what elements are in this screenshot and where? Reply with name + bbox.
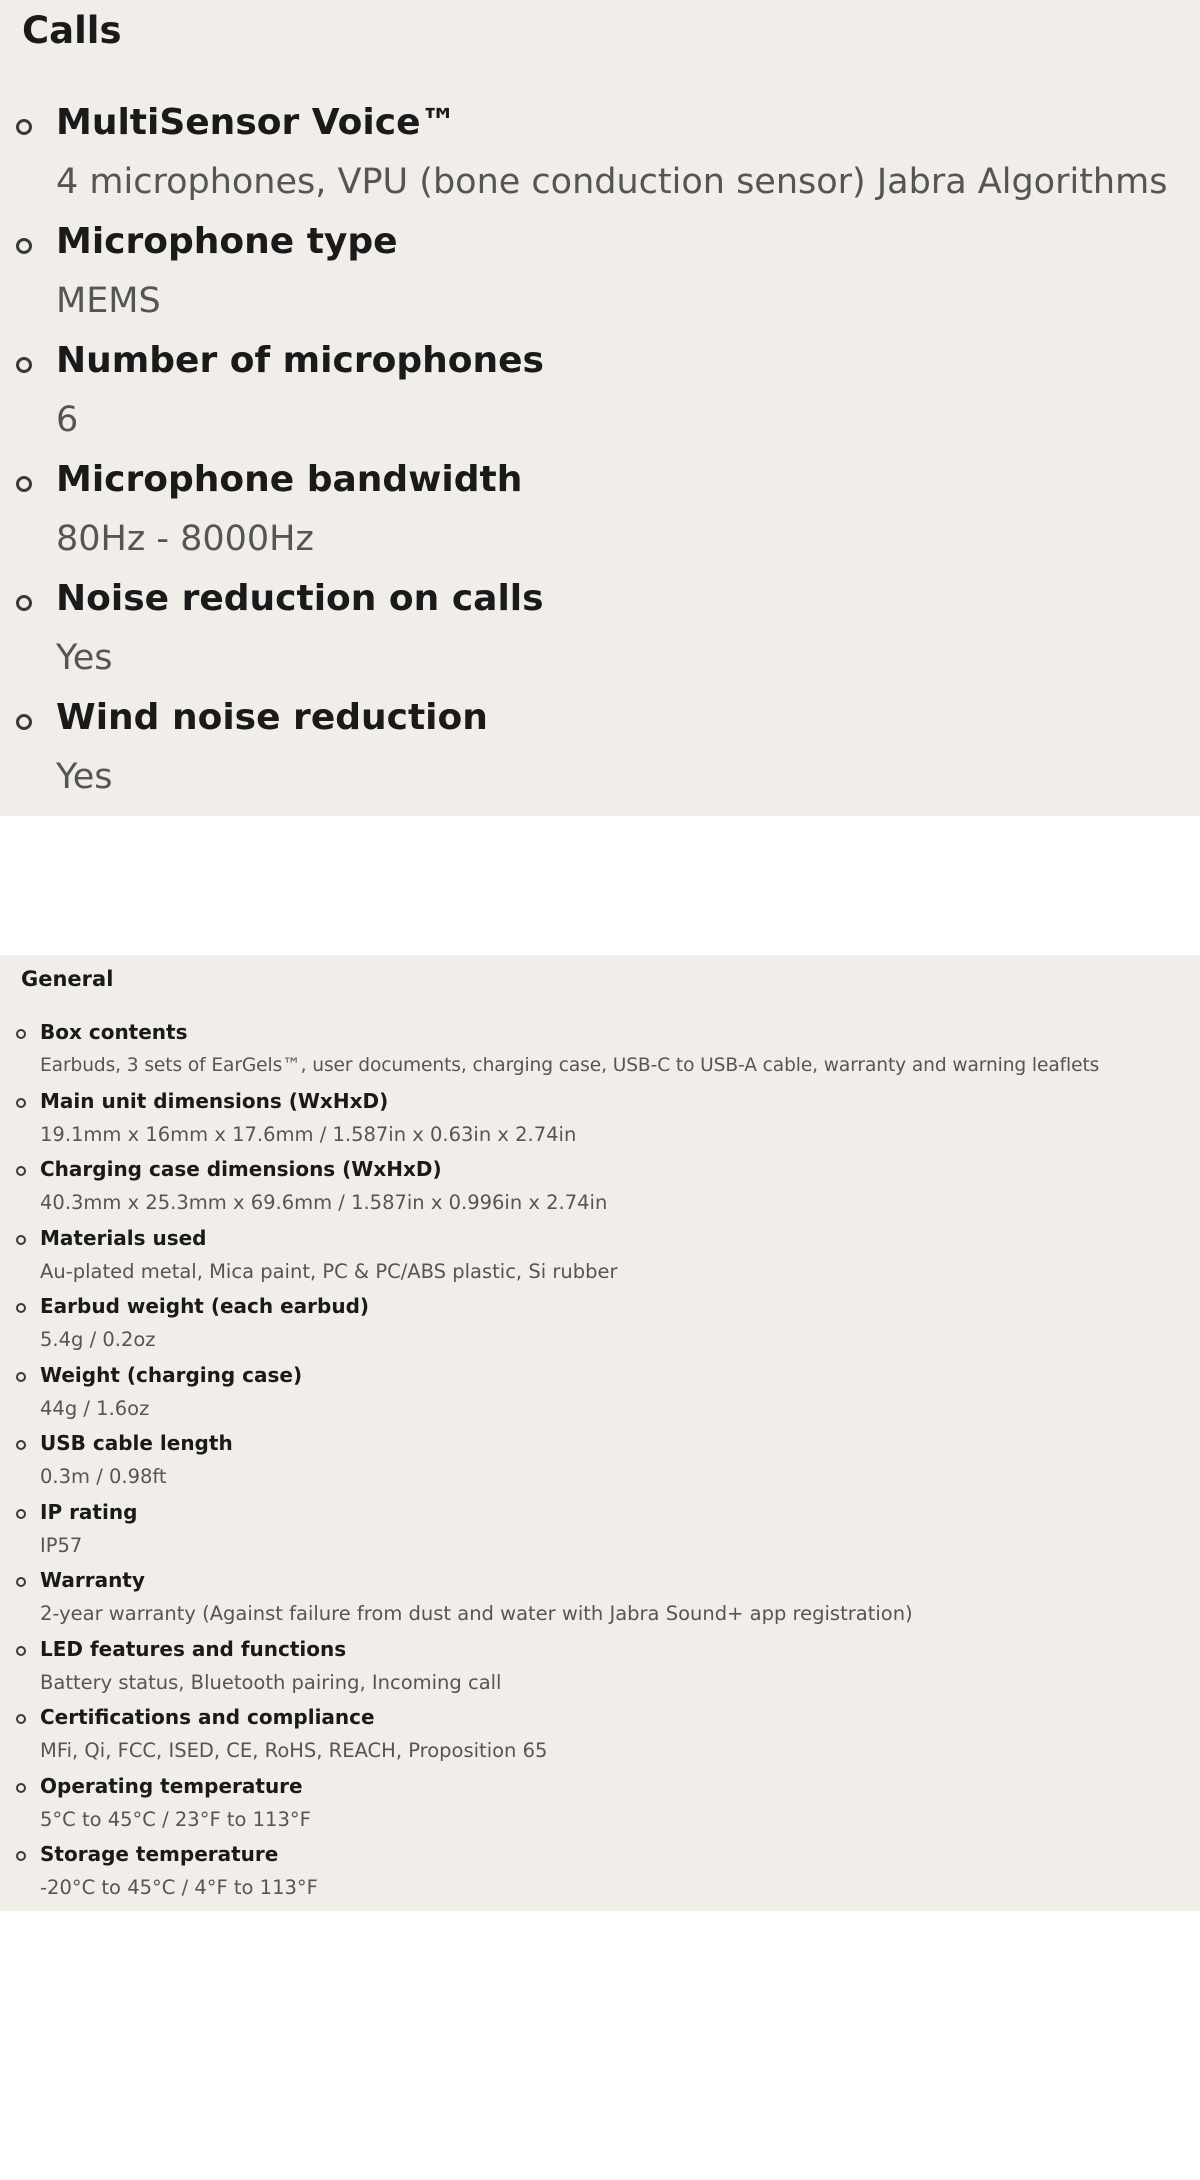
- spec-item: [0, 334, 1200, 453]
- spec-item: [0, 1225, 1200, 1294]
- calls-spec-list: [0, 96, 1200, 810]
- spec-item: [0, 1430, 1200, 1499]
- spec-item: [0, 453, 1200, 572]
- calls-spec-section: [0, 0, 1200, 816]
- spec-item: [0, 1773, 1200, 1842]
- spec-item: [0, 1704, 1200, 1773]
- bullet-circle-icon: [16, 1714, 26, 1724]
- bullet-circle-icon: [16, 1440, 26, 1450]
- bullet-circle-icon: [16, 595, 32, 611]
- bullet-circle-icon: [16, 1303, 26, 1313]
- spec-label: Noise reduction on calls: [56, 578, 544, 619]
- spec-label: Microphone type: [56, 221, 398, 262]
- bullet-circle-icon: [16, 1509, 26, 1519]
- spec-value: 5.4g / 0.2oz: [40, 1328, 156, 1351]
- bullet-circle-icon: [16, 357, 32, 373]
- spec-value: 40.3mm x 25.3mm x 69.6mm / 1.587in x 0.996in x 2.74in: [40, 1191, 608, 1214]
- spec-value: IP57: [40, 1533, 83, 1557]
- spec-label: Certifications and compliance: [40, 1705, 375, 1729]
- spec-item: [0, 1499, 1200, 1568]
- spec-item: [0, 1156, 1200, 1225]
- bullet-circle-icon: [16, 1166, 26, 1176]
- general-section-title: General: [21, 967, 114, 991]
- bullet-circle-icon: [16, 1783, 26, 1793]
- bullet-circle-icon: [16, 1235, 26, 1245]
- spec-label: Charging case dimensions (WxHxD): [40, 1157, 442, 1181]
- spec-label: Main unit dimensions (WxHxD): [40, 1088, 389, 1113]
- calls-section-title: Calls: [22, 9, 122, 52]
- bullet-circle-icon: [16, 1646, 26, 1656]
- spec-label: Wind noise reduction: [56, 697, 488, 738]
- spec-value: Battery status, Bluetooth pairing, Incoming call: [40, 1670, 502, 1694]
- bullet-circle-icon: [16, 1851, 26, 1861]
- bullet-circle-icon: [16, 1577, 26, 1587]
- spec-label: Box contents: [40, 1020, 188, 1044]
- spec-item: [0, 1088, 1200, 1157]
- spec-value: Earbuds, 3 sets of EarGels™, user documents, charging case, USB-C to USB-A cable, warranty and warning leaflets: [40, 1055, 1100, 1076]
- spec-label: Warranty: [40, 1568, 145, 1592]
- bullet-circle-icon: [16, 714, 32, 730]
- spec-label: Storage temperature: [40, 1842, 279, 1866]
- spec-item: [0, 215, 1200, 334]
- spec-label: Operating temperature: [40, 1773, 303, 1798]
- spec-label: Materials used: [40, 1225, 207, 1250]
- spec-label: Earbud weight (each earbud): [40, 1294, 370, 1318]
- spec-label: LED features and functions: [40, 1636, 347, 1661]
- bullet-circle-icon: [16, 1029, 26, 1039]
- bullet-circle-icon: [16, 476, 32, 492]
- spec-value: 19.1mm x 16mm x 17.6mm / 1.587in x 0.63in x 2.74in: [40, 1122, 577, 1146]
- spec-value: 0.3m / 0.98ft: [40, 1465, 167, 1488]
- spec-label: MultiSensor Voice™: [56, 102, 457, 143]
- spec-label: Number of microphones: [56, 340, 544, 381]
- bullet-circle-icon: [16, 238, 32, 254]
- spec-value: Au-plated metal, Mica paint, PC & PC/ABS plastic, Si rubber: [40, 1259, 618, 1283]
- spec-value: Yes: [56, 638, 113, 678]
- spec-value: MEMS: [56, 281, 161, 321]
- spec-value: Yes: [56, 757, 113, 797]
- general-spec-section: [0, 955, 1200, 1911]
- spec-label: Weight (charging case): [40, 1362, 303, 1387]
- spec-item: [0, 691, 1200, 810]
- spec-item: [0, 1841, 1200, 1910]
- spec-value: 2-year warranty (Against failure from dust and water with Jabra Sound+ app registration): [40, 1602, 913, 1625]
- spec-item: [0, 1636, 1200, 1705]
- spec-item: [0, 1293, 1200, 1362]
- bullet-circle-icon: [16, 1098, 26, 1108]
- spec-item: [0, 1362, 1200, 1431]
- spec-label: USB cable length: [40, 1431, 233, 1455]
- spec-value: 44g / 1.6oz: [40, 1396, 150, 1420]
- spec-item: [0, 572, 1200, 691]
- spec-label: IP rating: [40, 1499, 138, 1524]
- spec-value: MFi, Qi, FCC, ISED, CE, RoHS, REACH, Proposition 65: [40, 1739, 548, 1762]
- general-spec-list: [0, 1019, 1200, 1910]
- spec-item: [0, 96, 1200, 215]
- spec-value: -20°C to 45°C / 4°F to 113°F: [40, 1876, 318, 1899]
- spec-item: [0, 1019, 1200, 1088]
- bullet-circle-icon: [16, 119, 32, 135]
- bullet-circle-icon: [16, 1372, 26, 1382]
- spec-label: Microphone bandwidth: [56, 459, 523, 500]
- spec-value: 6: [56, 400, 79, 440]
- spec-value: 80Hz - 8000Hz: [56, 519, 314, 559]
- spec-value: 4 microphones, VPU (bone conduction sensor) Jabra Algorithms: [56, 162, 1168, 202]
- spec-value: 5°C to 45°C / 23°F to 113°F: [40, 1807, 311, 1831]
- spec-item: [0, 1567, 1200, 1636]
